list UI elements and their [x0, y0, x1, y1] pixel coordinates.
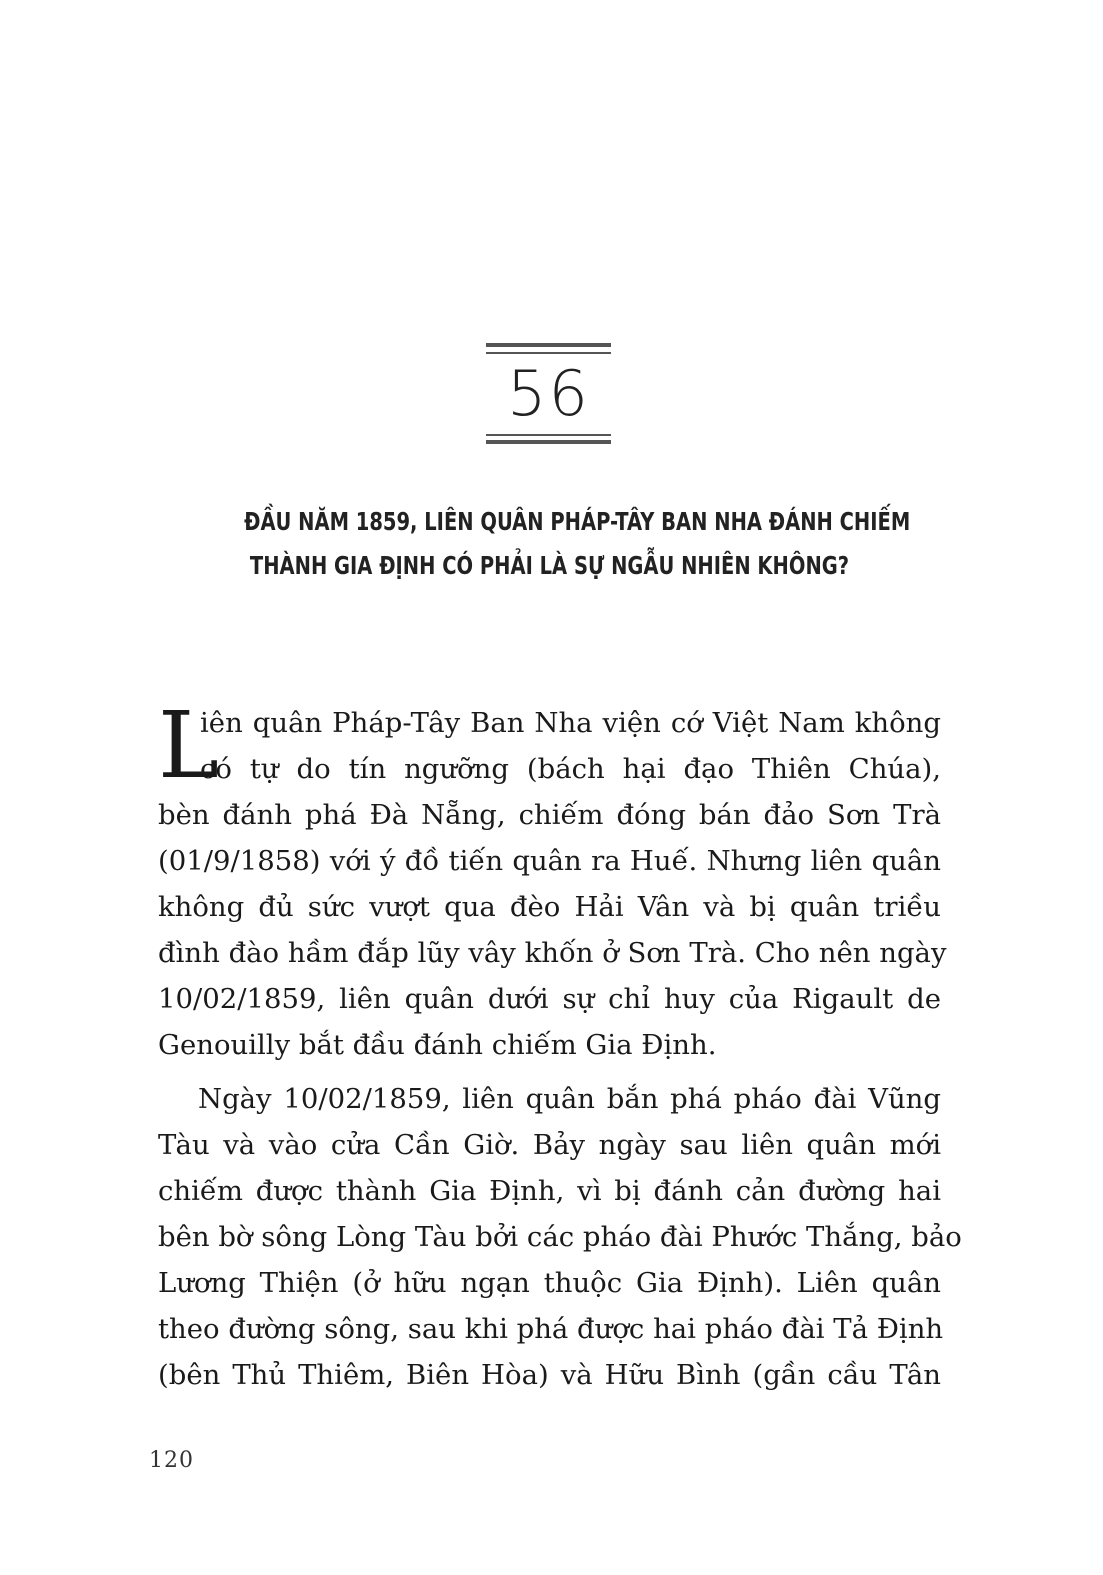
top-rule-thick [486, 343, 611, 347]
chapter-number: 56 [507, 357, 590, 430]
title-line-1: ĐẦU NĂM 1859, LIÊN QUÂN PHÁP-TÂY BAN NHA ĐÁNH CHIẾM [244, 507, 911, 536]
text-line: đình đào hầm đắp lũy vây khốn ở Sơn Trà. Cho nên ngày [158, 937, 947, 969]
text-line: Ngày 10/02/1859, liên quân bắn phá pháo đài Vũng [198, 1083, 941, 1115]
page-number: 120 [149, 1448, 194, 1473]
paragraph-1 [158, 692, 947, 1068]
bottom-rule-thick [486, 440, 611, 444]
chapter-number-box [486, 343, 611, 445]
text-line: Tàu và vào cửa Cần Giờ. Bảy ngày sau liên quân mới [158, 1129, 941, 1161]
text-line: Genouilly bắt đầu đánh chiếm Gia Định. [158, 1029, 717, 1061]
body-text [158, 692, 962, 1398]
text-line: không đủ sức vượt qua đèo Hải Vân và bị quân triều [158, 891, 941, 923]
title-line-2: THÀNH GIA ĐỊNH CÓ PHẢI LÀ SỰ NGẪU NHIÊN KHÔNG? [249, 551, 850, 580]
text-line: (01/9/1858) với ý đồ tiến quân ra Huế. Nhưng liên quân [158, 845, 941, 877]
top-rule-thin [486, 352, 611, 354]
text-line: bèn đánh phá Đà Nẵng, chiếm đóng bán đảo Sơn Trà [158, 799, 941, 831]
text-line: (bên Thủ Thiêm, Biên Hòa) và Hữu Bình (gần cầu Tân [158, 1359, 941, 1391]
paragraph-2 [158, 1076, 962, 1398]
text-line: có tự do tín ngưỡng (bách hại đạo Thiên Chúa), [200, 753, 941, 785]
text-line: iên quân Pháp-Tây Ban Nha viện cớ Việt Nam không [200, 707, 941, 739]
bottom-rule-thin [486, 434, 611, 436]
text-line: 10/02/1859, liên quân dưới sự chỉ huy của Rigault de [158, 983, 941, 1015]
text-line: chiếm được thành Gia Định, vì bị đánh cản đường hai [158, 1175, 941, 1207]
drop-cap: L [158, 692, 220, 799]
text-line: Lương Thiện (ở hữu ngạn thuộc Gia Định). Liên quân [158, 1267, 941, 1299]
chapter-title [158, 500, 941, 588]
text-line: bên bờ sông Lòng Tàu bởi các pháo đài Phước Thắng, bảo [158, 1221, 962, 1253]
text-line: theo đường sông, sau khi phá được hai pháo đài Tả Định [158, 1313, 944, 1345]
